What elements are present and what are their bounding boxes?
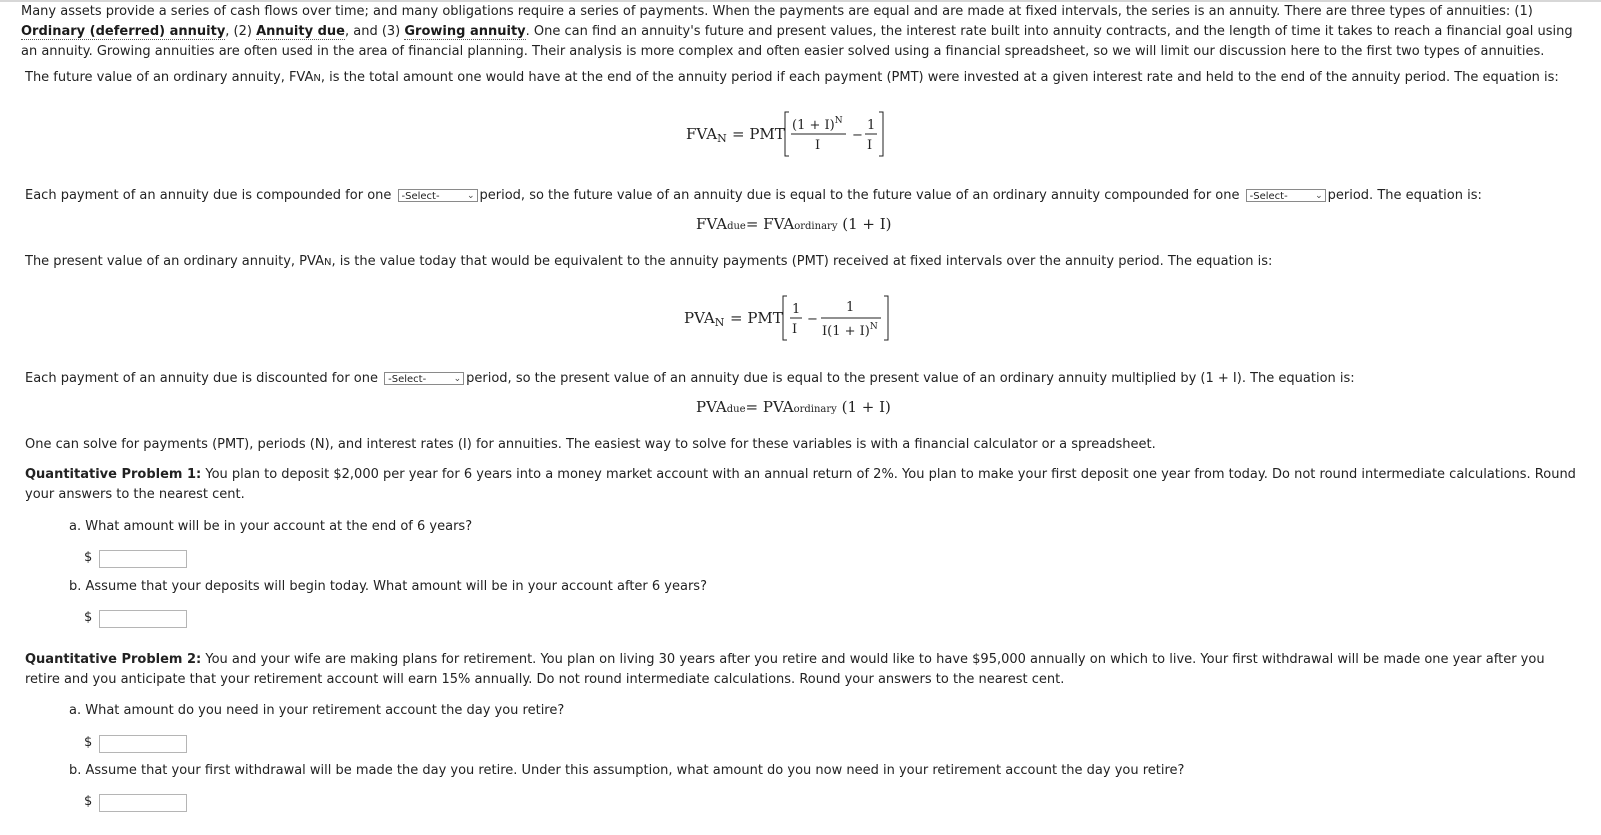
minus-sign: −	[807, 312, 818, 327]
qp2b-answer-input[interactable]	[99, 794, 187, 812]
chevron-down-icon: ⌄	[453, 374, 462, 384]
due-fv-text: period. The equation is:	[1327, 188, 1482, 203]
eq-term: = FVA	[745, 215, 795, 233]
qp1b-answer-input[interactable]	[99, 610, 187, 628]
currency-symbol: $	[84, 794, 93, 809]
pvadue-equation	[696, 398, 891, 416]
qp1-paragraph	[25, 465, 1581, 505]
term-growing-annuity[interactable]: Growing annuity	[404, 24, 526, 39]
denominator: I	[792, 322, 798, 337]
eq-lhs: $FVA_N$	[686, 125, 727, 145]
qp1a-answer-input[interactable]	[99, 550, 187, 568]
eq-term: (1 + I)	[837, 215, 892, 233]
qp2-text: You and your wife are making plans for retirement. You plan on living 30 years after you retire and would like to have $95,000 annually on which to live. Your first withdrawal will be made one year after you retire and you anticipate that your retirement account will earn 15% annually. Do not round intermediate calculations. Round your answers to the nearest cent.	[25, 652, 1545, 687]
intro-text: , and (3)	[344, 24, 405, 39]
right-bracket	[879, 112, 883, 156]
right-bracket	[884, 296, 888, 340]
qp1-question-b: b. Assume that your deposits will begin today. What amount will be in your account after 6 years?	[69, 579, 707, 594]
eq-subscript: ordinary	[794, 221, 838, 232]
currency-symbol: $	[84, 735, 93, 750]
numerator: 1	[867, 118, 876, 133]
fvadue-equation	[696, 215, 892, 233]
due-pv-text: Each payment of an annuity due is discounted for one	[25, 371, 383, 386]
select-value: -Select-	[1249, 191, 1288, 202]
eq-term: (1 + I)	[836, 398, 891, 416]
denominator: I	[867, 138, 873, 153]
pva-paragraph	[25, 252, 1581, 273]
compounded-period-select-2[interactable]	[1246, 189, 1326, 202]
eq-term: FVA	[696, 215, 728, 233]
qp1-question-a: a. What amount will be in your account at the end of 6 years?	[69, 519, 473, 534]
eq-equals: = PMT	[730, 309, 783, 327]
qp2-paragraph	[25, 650, 1581, 690]
intro-text: . One can find an annuity's future and present values, the interest rate built into annuity contracts, and the length of time it takes to reach a financial goal using an annuity. Growing annuities are often used in the area of financial planning. Their analysis is more complex and often easier solved using a financial spreadsheet, so we will limit our discussion here to the first two types of annuities.	[21, 24, 1573, 59]
pva-text: , is the value today that would be equivalent to the annuity payments (PMT) received at fixed intervals over the annuity period. The equation is:	[331, 254, 1273, 269]
due-fv-text: period, so the future value of an annuity due is equal to the future value of an ordinary annuity compounded for one	[479, 188, 1244, 203]
due-fv-paragraph	[25, 186, 1581, 206]
eq-term: PVA	[696, 398, 727, 416]
intro-text: Many assets provide a series of cash flows over time; and many obligations require a series of payments. When the payments are equal and are made at fixed intervals, the series is an annuity. There are three types of annuities: (1)	[21, 4, 1533, 19]
qp1-label: Quantitative Problem 1:	[25, 467, 202, 482]
minus-sign: −	[852, 128, 863, 143]
chevron-down-icon: ⌄	[466, 191, 475, 201]
pva-text: The present value of an ordinary annuity, PVA	[25, 254, 324, 269]
due-pv-text: period, so the present value of an annuity due is equal to the present value of an ordinary annuity multiplied by (1 + I). The equation is:	[466, 371, 1355, 386]
qp2a-answer-input[interactable]	[99, 735, 187, 753]
left-bracket	[783, 296, 787, 340]
intro-paragraph	[21, 2, 1581, 62]
numerator: 1	[846, 300, 855, 315]
fva-paragraph	[25, 68, 1581, 89]
eq-lhs: $PVA_N$	[684, 309, 725, 329]
qp1-text: You plan to deposit $2,000 per year for 6 years into a money market account with an annual return of 2%. You plan to make your first deposit one year from today. Do not round intermediate calculations. Round your answers to the nearest cent.	[25, 467, 1576, 502]
discounted-period-select[interactable]	[384, 372, 464, 385]
pva-subscript: N	[323, 257, 332, 268]
term-annuity-due[interactable]: Annuity due	[256, 24, 345, 39]
eq-equals: = PMT	[732, 125, 785, 143]
term-ordinary-annuity[interactable]: Ordinary (deferred) annuity	[21, 24, 226, 39]
chevron-down-icon: ⌄	[1315, 191, 1323, 201]
denominator: I	[815, 138, 821, 153]
due-fv-text: Each payment of an annuity due is compounded for one	[25, 188, 396, 203]
denominator: $I(1 + I)^N$	[822, 322, 878, 339]
numerator: 1	[792, 302, 801, 317]
left-bracket	[785, 112, 789, 156]
select-value: -Select-	[401, 191, 440, 202]
qp2-question-b: b. Assume that your first withdrawal will be made the day you retire. Under this assumption, what amount do you now need in your retirement account the day you retire?	[69, 763, 1185, 778]
qp2-label: Quantitative Problem 2:	[25, 652, 202, 667]
fva-subscript: N	[313, 73, 321, 84]
eq-subscript: ordinary	[793, 404, 837, 415]
currency-symbol: $	[84, 550, 93, 565]
fva-text: , is the total amount one would have at the end of the annuity period if each payment (PMT) were invested at a given interest rate and held to the end of the annuity period. The equation is:	[320, 70, 1559, 85]
intro-text: , (2)	[225, 24, 257, 39]
compounded-period-select-1[interactable]	[398, 189, 478, 202]
eq-subscript: due	[727, 221, 746, 232]
pva-equation	[682, 292, 897, 344]
numerator: $(1 + I)^N$	[792, 116, 843, 133]
fva-equation	[684, 108, 894, 160]
qp2-question-a: a. What amount do you need in your retirement account the day you retire?	[69, 703, 565, 718]
eq-subscript: due	[726, 404, 746, 415]
fva-text: The future value of an ordinary annuity, FVA	[25, 70, 314, 85]
currency-symbol: $	[84, 610, 93, 625]
solve-paragraph: One can solve for payments (PMT), periods (N), and interest rates (I) for annuities. The easiest way to solve for these variables is with a financial calculator or a spreadsheet.	[25, 437, 1156, 452]
eq-term: = PVA	[745, 398, 794, 416]
due-pv-paragraph	[25, 369, 1581, 389]
select-value: -Select-	[388, 374, 427, 385]
